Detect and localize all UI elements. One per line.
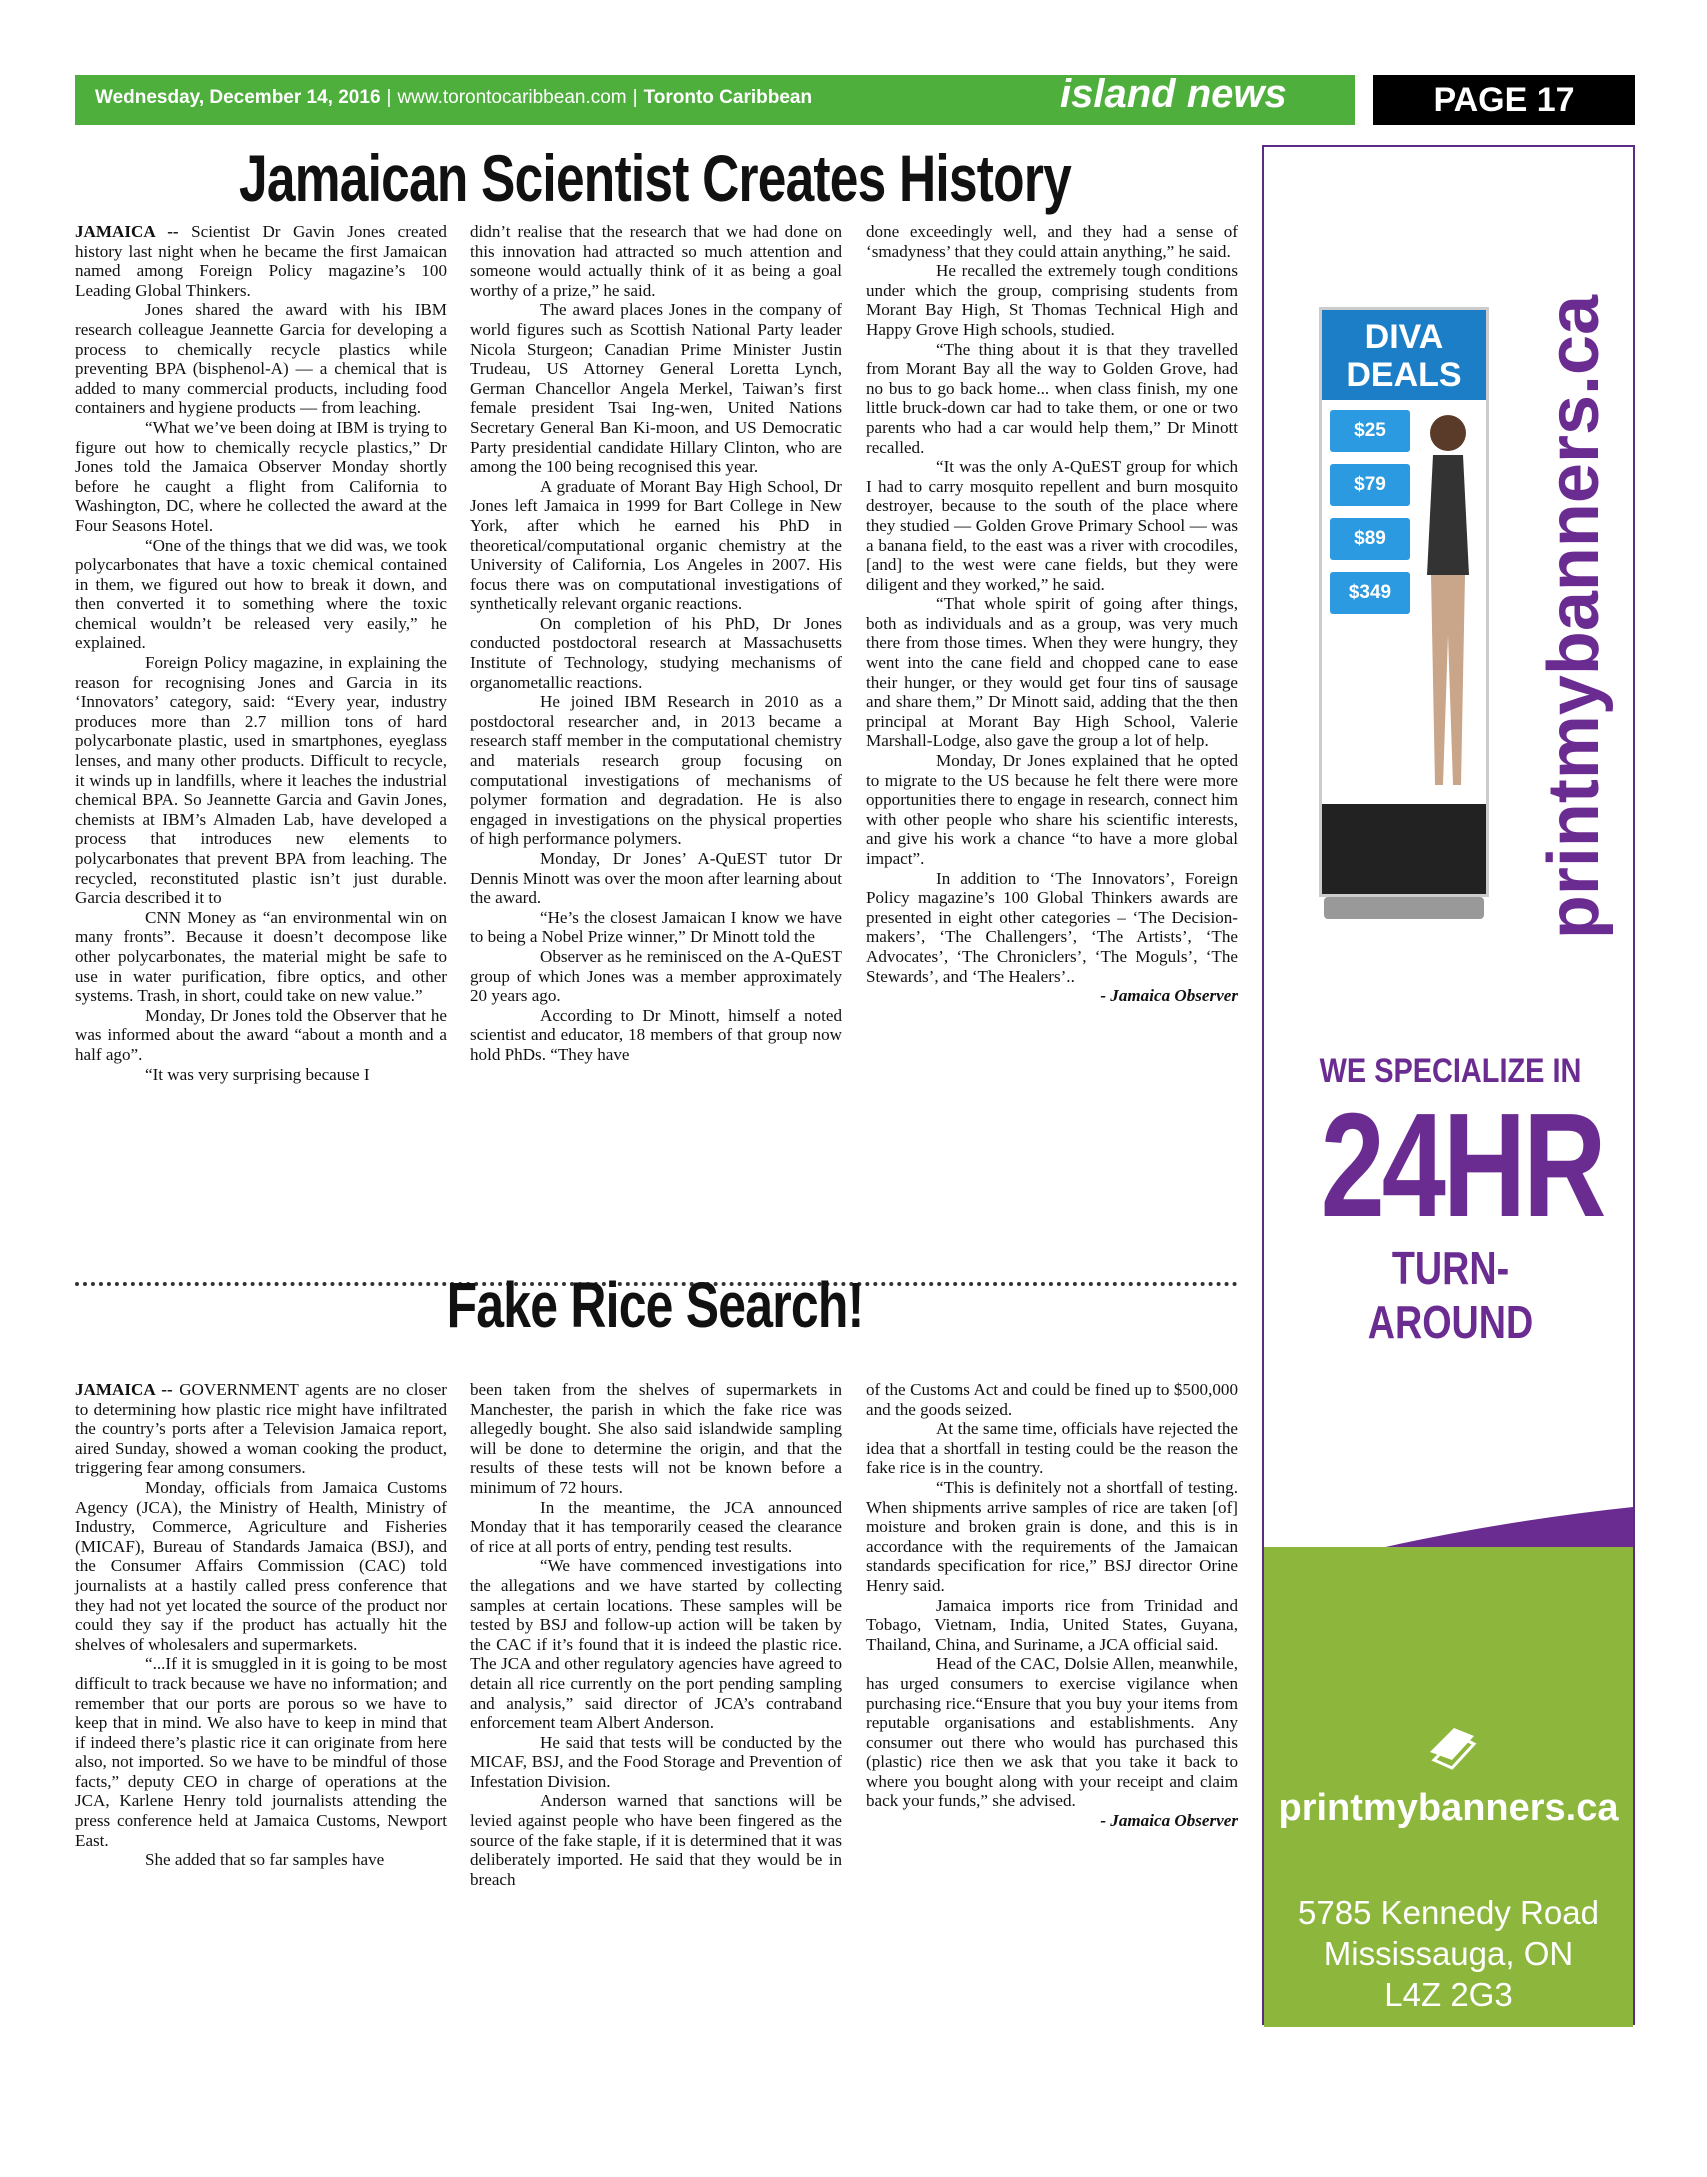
dateline: JAMAICA -- xyxy=(75,222,179,241)
dateline: JAMAICA -- xyxy=(75,1380,173,1399)
banner-price: $349 xyxy=(1330,572,1410,614)
banner-price: $89 xyxy=(1330,518,1410,560)
article1-paragraph: “That whole spirit of going after things, both as individuals and as a group, was very much there from those times. When they were hungry, they went into the cane field and chopped cane to ease their hunger, or they would get four tins of sausage and share them,” Dr Minott said, adding that the then principal at Morant Bay High School, Valerie Marshall-Lodge, also gave the group a lot of help. xyxy=(866,594,1238,751)
article1-paragraph: On completion of his PhD, Dr Jones conducted postdoctoral research at Massachusetts Institute of Technology, studying mechanisms of organometallic reactions. xyxy=(470,613,842,692)
printer-logo-icon xyxy=(1424,1722,1480,1778)
address-line: 5785 Kennedy Road xyxy=(1298,1894,1599,1931)
ad-specialize xyxy=(1284,1052,1617,1349)
article1-column-2 xyxy=(470,222,842,1065)
article2-paragraph: “This is definitely not a shortfall of testing. When shipments arrive samples of rice are taken [of] moisture and broken grain is done, and this is in accordance with the requirements of the Jamaican standards specification for rice,” BSJ director Orine Henry said. xyxy=(866,1477,1238,1595)
advertisement[interactable] xyxy=(1262,145,1635,2176)
article1-paragraph: According to Dr Minott, himself a noted scientist and educator, 18 members of that group now hold PhDs. “They have xyxy=(470,1005,842,1064)
article2-column-3 xyxy=(866,1380,1238,1831)
section-title: island news xyxy=(1060,72,1287,116)
ad-24hr: 24HR xyxy=(1320,1083,1604,1248)
page-number: PAGE 17 xyxy=(1373,75,1635,125)
article2-paragraph: She added that so far samples have xyxy=(145,1850,385,1870)
article1-paragraph: Observer as he reminisced on the A-QuEST group of which Jones was a member approximately 20 years ago. xyxy=(470,946,842,1006)
article1-column-1 xyxy=(75,222,447,1084)
banner-stand-image xyxy=(1304,307,1504,927)
ad-specialize-line: WE SPECIALIZE IN xyxy=(1319,1052,1582,1090)
article1-paragraph: “What we’ve been doing at IBM is trying to figure out how to chemically recycle plastics,” Dr Jones told the Jamaica Observer Monday shortly before he caught a flight from California to Washington, DC, where he collected the award at the Four Seasons Hotel. xyxy=(75,417,447,535)
article2-column-1 xyxy=(75,1380,447,1870)
article1-paragraph: Monday, Dr Jones’ A-QuEST tutor Dr Dennis Minott was over the moon after learning about the award. xyxy=(470,849,842,908)
article1-paragraph: “He’s the closest Jamaican I know we have to being a Nobel Prize winner,” Dr Minott told the xyxy=(470,907,842,947)
ad-turnaround: TURN-AROUND xyxy=(1367,1242,1534,1348)
ad-logo: printmybanners.ca xyxy=(1278,1787,1619,1829)
banner-prices xyxy=(1330,410,1410,790)
banner-footer xyxy=(1322,804,1486,894)
article1-paragraph: “One of the things that we did was, we took polycarbonates that have a toxic chemical contained in them, we figured out how to break it down, and then converted it to something where the toxic chemical wouldn’t be released very easily,” he explained. xyxy=(75,535,447,653)
banner-price: $25 xyxy=(1330,410,1410,452)
model-figure-icon xyxy=(1417,405,1479,790)
article2-paragraph: At the same time, officials have rejected the idea that a shortfall in testing could be the reason the fake rice is in the country. xyxy=(866,1419,1238,1478)
banner-base xyxy=(1324,897,1484,919)
article2-paragraph: Head of the CAC, Dolsie Allen, meanwhile, has urged consumers to exercise vigilance when purchasing rice.“Ensure that you buy your items from reputable organisations and establishments. Any consumer out there who would has purchased this (plastic) rice then we ask that you take it back to where you bought along with your receipt and claim back your funds,” she advised. xyxy=(866,1654,1238,1811)
article1-credit: - Jamaica Observer xyxy=(1100,986,1238,1006)
banner-frame xyxy=(1319,307,1489,897)
phone-area-code: 905 xyxy=(1289,2118,1315,2156)
article1-paragraph: “The thing about it is that they travelled from Morant Bay all the way to Golden Grove, had no bus to go back home... when class finish, my one little bruck-down car had to take them, or one or two parents who had a car would help them,” Dr Minott recalled. xyxy=(866,339,1238,457)
article1-paragraph: Foreign Policy magazine, in explaining the reason for recognising Jones and Garcia in its ‘Innovators’ category, said: “Every year, industry produces more than 2.7 million tons of hard polycarbonate plastic, used in smartphones, eyeglass lenses, and many other products. Difficult to recycle, it winds up in landfills, where it leaches the industrial chemical BPA. So Jeannette Garcia and Gavin Jones, chemists at IBM’s Almaden Lab, have developed a process that introduces new elements to polycarbonates that prevent BPA from leaching. The recycled, reconstituted plastic isn’t just durable. Garcia described it to xyxy=(75,653,447,908)
article1-paragraph: A graduate of Morant Bay High School, Dr Jones left Jamaica in 1999 for Bart College in New York, after which he earned his PhD in theoretical/computational organic chemistry at the University of California, Los Angeles in 2007. His focus there was on computational investigations of synthetically relevant organic reactions. xyxy=(470,476,842,614)
article2-paragraph: “We have commenced investigations into the allegations and we have started by collecting samples at certain locations. These samples will be tested by BSJ and follow-up action will be taken by the CAC if it’s found that it is indeed the plastic rice. The JCA and other regulatory agencies have agreed to detain all rice currently on the port pending sampling and analysis,” said director of JCA’s contraband enforcement team Albert Anderson. xyxy=(470,1556,842,1733)
article1-paragraph: Monday, Dr Jones explained that he opted to migrate to the US because he felt there were more opportunities there to engage in research, connect him with other people who share his scientific interests, and give his work a chance “to have a more global impact”. xyxy=(866,751,1238,868)
ad-phone[interactable] xyxy=(1284,2097,1624,2177)
article1-paragraph: JAMAICA -- Scientist Dr Gavin Jones created history last night when he became the first Jamaican named among Foreign Policy magazine’s 100 Leading Global Thinkers. xyxy=(75,222,447,300)
banner-price: $79 xyxy=(1330,464,1410,506)
address-line: Mississauga, ON xyxy=(1323,1935,1574,1972)
article2-paragraph: been taken from the shelves of supermarkets in Manchester, the parish in which the fake rice was allegedly bought. She also said islandwide sampling will be done to determine the origin, and that the results of these tests will not be known before a minimum of 72 hours. xyxy=(470,1380,842,1497)
article1-headline: Jamaican Scientist Creates History xyxy=(239,141,1071,215)
header-date: Wednesday, December 14, 2016 xyxy=(95,87,381,108)
article2-paragraph: of the Customs Act and could be fined up to $500,000 and the goods seized. xyxy=(866,1380,1238,1419)
article1-paragraph: “It was the only A-QuEST group for which I had to carry mosquito repellent and burn mosquito destroyer, because to the south of the place where they studied — Golden Grove Primary School — was a banana field, to the east was a river with crocodiles, [and] to the west were cane fields, but they were diligent and they worked,” he said. xyxy=(866,457,1238,594)
ad-address xyxy=(1264,1892,1633,2015)
article2-paragraph: Jamaica imports rice from Trinidad and Tobago, Vietnam, India, United States, Guyana, Thailand, China, and Suriname, a JCA official said. xyxy=(866,1595,1238,1654)
phone-number: 890-5000 xyxy=(1316,2098,1605,2176)
article2-credit: - Jamaica Observer xyxy=(1100,1811,1238,1831)
article2-headline: Fake Rice Search! xyxy=(446,1269,864,1341)
article1-paragraph: didn’t realise that the research that we had done on this innovation had attracted so much attention and someone would actually think of it as being a goal worthy of a prize,” he said. xyxy=(470,222,842,300)
address-line: L4Z 2G3 xyxy=(1384,1976,1513,2013)
article1-paragraph: CNN Money as “an environmental win on many fronts”. Because it doesn’t decompose like other polycarbonates, the material might be safe to use in water purification, fibre optics, and other systems. Trash, in short, could take on new value.” xyxy=(75,907,447,1006)
article1-paragraph: Jones shared the award with his IBM research colleague Jeannette Garcia for developing a process to chemically recycle plastics while preventing BPA (bisphenol-A) — a chemical that is added to many commercial products, including food containers and hygiene products — from leaching. xyxy=(75,300,447,418)
article1-paragraph: He joined IBM Research in 2010 as a postdoctoral researcher and, in 2013 became a research staff member in the computational chemistry and materials research group focusing on computational investigations of mechanisms of polymer formation and degradation. He is also engaged in investigations on the physical properties of high performance polymers. xyxy=(470,692,842,849)
article2-paragraph: He said that tests will be conducted by the MICAF, BSJ, and the Food Storage and Prevention of Infestation Division. xyxy=(470,1732,842,1791)
article2-column-2 xyxy=(470,1380,842,1889)
header-separator: | xyxy=(632,87,638,108)
article2-paragraph: Anderson warned that sanctions will be levied against people who have been fingered as the source of the fake staple, if it is determined that it was deliberately imported. He said that they would be in breach xyxy=(470,1791,842,1889)
article1-paragraph: He recalled the extremely tough conditions under which the group, comprising students from Morant Bay High, St Thomas Technical High and Happy Grove High schools, studied. xyxy=(866,261,1238,339)
header-info xyxy=(95,87,812,109)
banner-title: DIVA DEALS xyxy=(1322,310,1486,400)
article2-paragraph: “...If it is smuggled in it is going to be most difficult to track because we have no information; and remember that our ports are porous so we have to keep that in mind. We also have to keep in mind that if indeed there’s plastic rice it can originate from here also, not imported. So we have to be mindful of those facts,” deputy CEO in charge of operations at the JCA, Karlene Henry told journalists attending the press conference held at Jamaica Customs, Newport East. xyxy=(75,1654,447,1850)
article1-paragraph: Monday, Dr Jones told the Observer that he was informed about the award “about a month and a half ago”. xyxy=(75,1005,447,1064)
article1-paragraph: done exceedingly well, and they had a sense of ‘smadyness’ that they could attain anything,” he said. xyxy=(866,222,1238,261)
header-url[interactable]: www.torontocaribbean.com xyxy=(397,87,627,108)
header-separator: | xyxy=(386,87,392,108)
article1-paragraph: The award places Jones in the company of world figures such as Scottish National Party leader Nicola Sturgeon; Canadian Prime Minister Justin Trudeau, US Attorney General Loretta Lynch, German Chancellor Angela Merkel, Taiwan’s first female president Tsai Ing-wen, United Nations Secretary General Ban Ki-moon, and US Democratic Party presidential candidate Hillary Clinton, who are among the 100 being recognised this year. xyxy=(470,300,842,477)
article1-paragraph: In addition to ‘The Innovators’, Foreign Policy magazine’s 100 Global Thinkers awards are presented in eight other categories – ‘The Decision-makers’, ‘The Challengers’, ‘The Artists’, ‘The Advocates’, ‘The Chroniclers’, ‘The Moguls’, ‘The Stewards’, and ‘The Healers’.. xyxy=(866,868,1238,986)
ad-vertical-brand: printmybanners.ca xyxy=(1534,294,1614,940)
article2-paragraph: JAMAICA -- GOVERNMENT agents are no closer to determining how plastic rice might have infiltrated the country’s ports after a Television Jamaica report, aired Sunday, showed a woman cooking the product, triggering fear among consumers. xyxy=(75,1380,447,1478)
article1-paragraph: “It was very surprising because I xyxy=(145,1064,370,1084)
article2-paragraph: Monday, officials from Jamaica Customs Agency (JCA), the Ministry of Health, Ministry of Industry, Commerce, Agriculture and Fisheries (MICAF), Bureau of Standards Jamaica (BSJ), and the Consumer Affairs Commission (CAC) told journalists at a hastily called press conference that they had not yet located the source of the product nor could they say if the product has actually hit the shelves of wholesalers and supermarkets. xyxy=(75,1477,447,1654)
article1-column-3 xyxy=(866,222,1238,1006)
header-publication: Toronto Caribbean xyxy=(643,87,813,108)
article2-paragraph: In the meantime, the JCA announced Monday that it has temporarily ceased the clearance of rice at all ports of entry, pending test results. xyxy=(470,1497,842,1556)
